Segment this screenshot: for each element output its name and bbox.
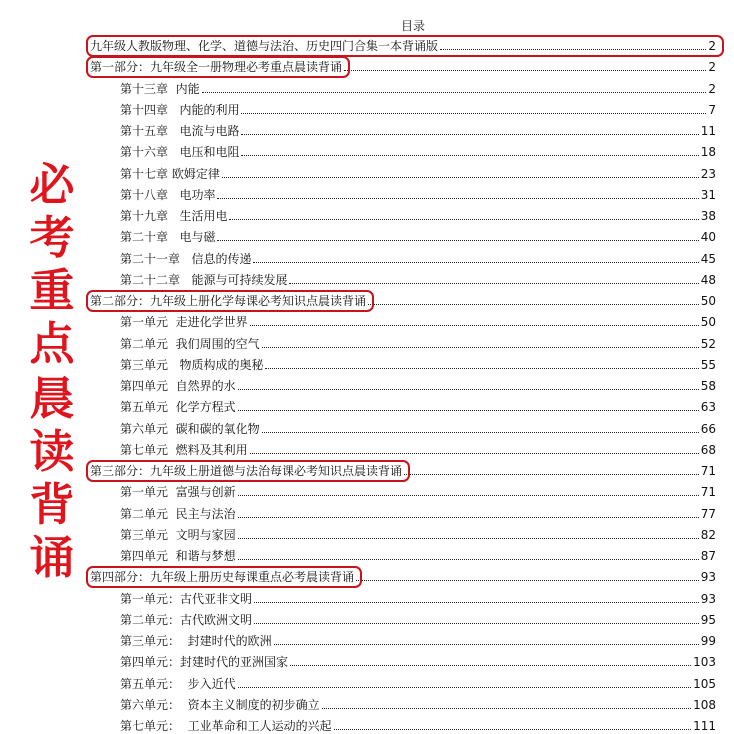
- dot-leader: [289, 283, 698, 284]
- toc-entry-page-number: 87: [700, 549, 716, 563]
- toc-chapter-entry[interactable]: [120, 273, 716, 287]
- toc-entry-label: 第十九章 生活用电: [120, 209, 228, 223]
- toc-entry-page-number: 99: [700, 634, 716, 648]
- dot-leader: [250, 325, 699, 326]
- dot-leader: [254, 623, 699, 624]
- toc-chapter-entry[interactable]: [120, 252, 716, 266]
- toc-entry-label: 第十六章 电压和电阻: [120, 145, 240, 160]
- toc-entry-label: 第三单元： 封建时代的欧洲: [120, 634, 272, 648]
- dot-leader: [217, 240, 698, 241]
- toc-entry-label: 第二十章 电与磁: [120, 230, 216, 245]
- toc-chapter-entry[interactable]: [120, 719, 716, 733]
- toc-entry-label: 第二十二章 能源与可持续发展: [120, 272, 288, 287]
- toc-chapter-entry[interactable]: [120, 698, 716, 712]
- toc-chapter-entry[interactable]: [120, 528, 716, 542]
- toc-entry-label: 第十八章 电功率: [120, 187, 216, 202]
- dot-leader: [238, 517, 699, 518]
- toc-part-entry[interactable]: [90, 464, 716, 478]
- dot-leader: [229, 219, 698, 220]
- toc-entry-label: 第四部分：九年级上册历史每课重点必考晨读背诵: [90, 570, 355, 585]
- toc-chapter-entry[interactable]: [120, 677, 716, 691]
- dot-leader: [238, 410, 699, 411]
- toc-part-entry[interactable]: [90, 294, 716, 308]
- dot-leader: [238, 538, 699, 539]
- toc-chapter-entry[interactable]: [120, 167, 716, 181]
- dot-leader: [322, 708, 691, 709]
- toc-entry-label: 第二单元：古代欧洲文明: [120, 612, 253, 627]
- dot-leader: [253, 262, 698, 263]
- toc-entry-page-number: 50: [700, 294, 716, 308]
- dot-leader: [274, 644, 699, 645]
- toc-part-entry[interactable]: [90, 570, 716, 584]
- toc-entry-label: 第五单元： 步入近代: [120, 676, 236, 691]
- dot-leader: [254, 602, 699, 603]
- side-label-line2: 晨 读 背 诵: [29, 372, 75, 584]
- toc-chapter-entry[interactable]: [120, 379, 716, 393]
- toc-chapter-entry[interactable]: [120, 209, 716, 223]
- toc-entry-label: 九年级人教版物理、化学、道德与法治、历史四门合集一本背诵版: [90, 39, 439, 53]
- dot-leader: [238, 495, 699, 496]
- toc-entry-page-number: 95: [700, 612, 716, 627]
- toc-entry-page-number: 50: [700, 315, 716, 330]
- dot-leader: [241, 134, 698, 135]
- dot-leader: [440, 49, 706, 50]
- toc-entry-page-number: 93: [700, 570, 716, 585]
- toc-chapter-entry[interactable]: [120, 358, 716, 372]
- toc-entry-label: 第二单元 民主与法治: [120, 506, 236, 521]
- toc-entry-label: 第四单元：封建时代的亚洲国家: [120, 655, 289, 670]
- toc-chapter-entry[interactable]: [120, 613, 716, 627]
- dot-leader: [202, 92, 707, 93]
- toc-entry-label: 第四单元 和谐与梦想: [120, 549, 236, 563]
- toc-entry-page-number: 66: [700, 421, 716, 436]
- toc-entry-label: 第一单元 富强与创新: [120, 485, 236, 500]
- toc-chapter-entry[interactable]: [120, 145, 716, 159]
- dot-leader: [404, 474, 699, 475]
- toc-entry-label: 第二单元 我们周围的空气: [120, 336, 260, 351]
- toc-entry-label: 第六单元 碳和碳的氧化物: [120, 421, 260, 436]
- toc-chapter-entry[interactable]: [120, 549, 716, 563]
- toc-entry-page-number: 111: [693, 719, 716, 733]
- toc-chapter-entry[interactable]: [120, 634, 716, 648]
- toc-entry-page-number: 105: [693, 676, 716, 691]
- toc-chapter-entry[interactable]: [120, 230, 716, 244]
- toc-entry-label: 第十七章 欧姆定律: [120, 166, 220, 181]
- toc-entry-label: 第四单元 自然界的水: [120, 379, 236, 393]
- toc-entry-label: 第五单元 化学方程式: [120, 400, 236, 415]
- toc-chapter-entry[interactable]: [120, 507, 716, 521]
- toc-chapter-entry[interactable]: [120, 592, 716, 606]
- toc-entry-label: 第三单元 文明与家园: [120, 527, 236, 542]
- toc-entry-label: 第二部分：九年级上册化学每课必考知识点晨读背诵: [90, 294, 367, 308]
- toc-entry-label: 第一单元 走进化学世界: [120, 315, 248, 330]
- toc-entry-label: 第三单元 物质构成的奥秘: [120, 357, 264, 372]
- toc-chapter-entry[interactable]: [120, 103, 716, 117]
- toc-entry-page-number: 31: [700, 187, 716, 202]
- dot-leader: [344, 70, 706, 71]
- toc-entry-label: 第十三章 内能: [120, 81, 200, 96]
- toc-entry-label: 第十五章 电流与电路: [120, 124, 240, 138]
- toc-entry-page-number: 77: [700, 506, 716, 521]
- dot-leader: [238, 559, 699, 560]
- toc-entry-page-number: 2: [708, 60, 716, 75]
- dot-leader: [262, 432, 699, 433]
- toc-entry-page-number: 38: [700, 209, 716, 223]
- dot-leader: [290, 665, 691, 666]
- toc-entry-page-number: 2: [708, 81, 716, 96]
- toc-chapter-entry[interactable]: [120, 82, 716, 96]
- toc-entry-page-number: 23: [700, 166, 716, 181]
- toc-entry-label: 第一单元：古代亚非文明: [120, 591, 253, 606]
- dot-leader: [222, 177, 699, 178]
- toc-entry-page-number: 108: [693, 697, 716, 712]
- toc-entry-page-number: 11: [700, 124, 716, 138]
- toc-entry-page-number: 58: [700, 379, 716, 393]
- toc-entry-label: 第一部分：九年级全一册物理必考重点晨读背诵: [90, 60, 343, 75]
- dot-leader: [238, 389, 699, 390]
- dot-leader: [334, 729, 691, 730]
- toc-entry-label: 第三部分：九年级上册道德与法治每课必考知识点晨读背诵: [90, 464, 403, 478]
- toc-chapter-entry[interactable]: [120, 337, 716, 351]
- dot-leader: [217, 198, 698, 199]
- toc-entry-page-number: 71: [700, 485, 716, 500]
- side-label-must-know: [26, 158, 78, 370]
- toc-title: 目录: [400, 19, 425, 33]
- dot-leader: [368, 304, 699, 305]
- toc-entry-page-number: 45: [700, 251, 716, 266]
- toc-entry-page-number: 71: [700, 464, 716, 478]
- toc-part-entry[interactable]: [90, 39, 716, 53]
- toc-entry-page-number: 82: [700, 527, 716, 542]
- toc-entry-label: 第十四章 内能的利用: [120, 102, 240, 117]
- toc-entry-page-number: 68: [700, 442, 716, 457]
- toc-entry-label: 第七单元： 工业革命和工人运动的兴起: [120, 719, 332, 733]
- toc-chapter-entry[interactable]: [120, 400, 716, 414]
- toc-entry-label: 第七单元 燃料及其利用: [120, 442, 248, 457]
- toc-entry-page-number: 2: [708, 39, 716, 53]
- dot-leader: [250, 453, 699, 454]
- dot-leader: [238, 687, 691, 688]
- toc-entry-page-number: 103: [693, 655, 716, 670]
- toc-chapter-entry[interactable]: [120, 655, 716, 669]
- toc-chapter-entry[interactable]: [120, 422, 716, 436]
- toc-chapter-entry[interactable]: [120, 124, 716, 138]
- dot-leader: [265, 368, 698, 369]
- side-label-line1: 必 考 重 点: [29, 158, 75, 370]
- toc-chapter-entry[interactable]: [120, 443, 716, 457]
- toc-entry-page-number: 55: [700, 357, 716, 372]
- dot-leader: [262, 347, 699, 348]
- toc-entry-page-number: 7: [708, 102, 716, 117]
- dot-leader: [241, 113, 706, 114]
- toc-entry-page-number: 52: [700, 336, 716, 351]
- toc-entry-page-number: 48: [700, 272, 716, 287]
- toc-chapter-entry[interactable]: [120, 485, 716, 499]
- toc-part-entry[interactable]: [90, 60, 716, 74]
- dot-leader: [356, 580, 699, 581]
- dot-leader: [241, 155, 698, 156]
- toc-chapter-entry[interactable]: [120, 315, 716, 329]
- side-label-morning-recite: [26, 372, 78, 584]
- toc-entry-label: 第二十一章 信息的传递: [120, 251, 252, 266]
- toc-entry-page-number: 63: [700, 400, 716, 415]
- toc-entry-page-number: 40: [700, 230, 716, 245]
- toc-entry-page-number: 18: [700, 145, 716, 160]
- toc-entry-page-number: 93: [700, 591, 716, 606]
- toc-entry-label: 第六单元： 资本主义制度的初步确立: [120, 697, 320, 712]
- toc-chapter-entry[interactable]: [120, 188, 716, 202]
